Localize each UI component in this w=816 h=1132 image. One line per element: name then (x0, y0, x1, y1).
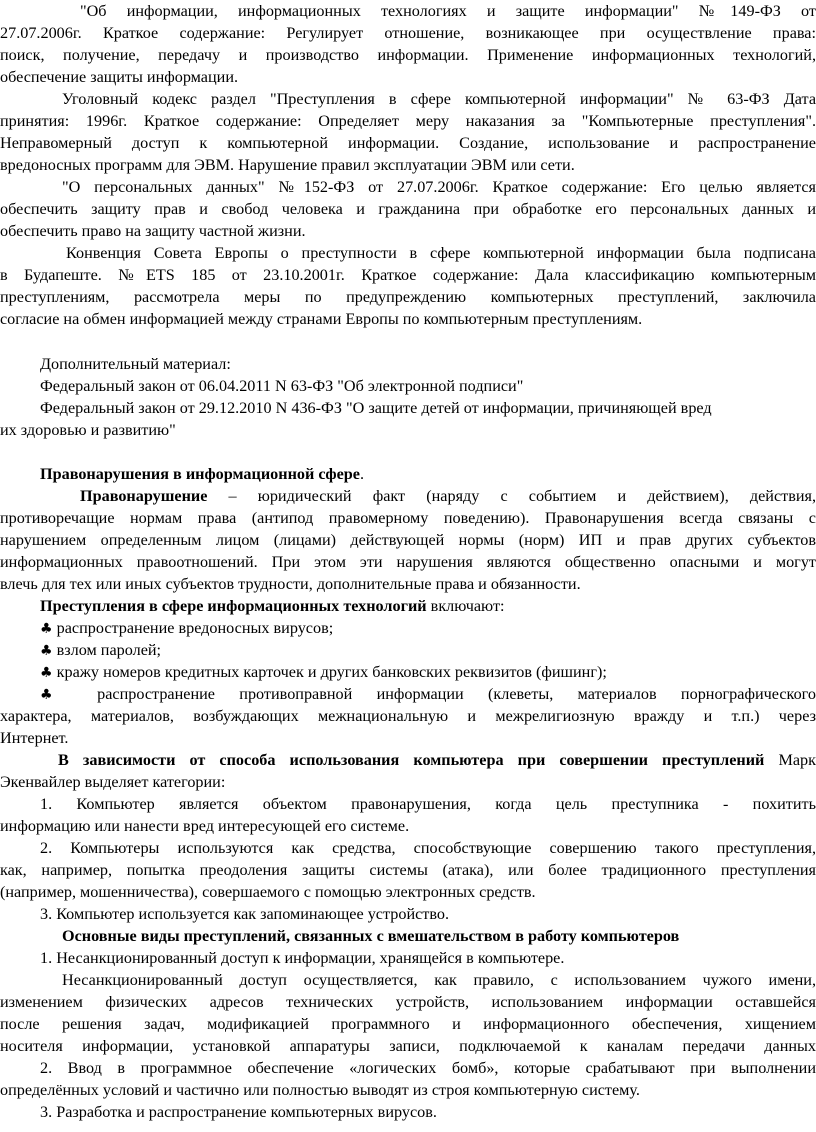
paragraph-line: Уголовный кодекс раздел "Преступления в сфере компьютерной информации" № 63-ФЗ Дата (62, 90, 816, 108)
section-heading-text: Правонарушения в информационной сфере (40, 465, 360, 483)
numbered-item: 2. Компьютеры используются как средства, способствующие совершению такого преступления, (40, 839, 816, 857)
paragraph-line: (например, мошенничества), совершаемого с помощью электронных средств. (0, 883, 536, 901)
term-offense: Правонарушение (80, 487, 208, 505)
paragraph-line: преступлениям, рассмотрела меры по предупреждению компьютерных преступлений, заключила (0, 288, 816, 306)
paragraph-line: как, например, попытка преодоления защиты системы (атака), или более традиционного преступления (0, 861, 816, 879)
club-bullet-icon: ♣ (40, 665, 53, 681)
paragraph-line: обеспечить защиту прав и свобод человека и гражданина при обработке его персональных данных и (0, 200, 816, 218)
club-bullet-icon: ♣ (40, 643, 53, 659)
paragraph-line: влечь для тех или иных субъектов трудности, дополнительные права и обязанности. (0, 575, 581, 593)
paragraph-line: поиск, получение, передачу и производство информации. Применение информационных технологий, (0, 46, 816, 64)
crimes-heading-text: Преступления в сфере информационных технологий (40, 597, 427, 615)
definition-text: – юридический факт (наряду с событием и действием), действия, (207, 487, 816, 505)
law-reference: Федеральный закон от 29.12.2010 N 436-ФЗ "О защите детей от информации, причиняющей вред (40, 399, 712, 417)
paragraph-line: изменением физических адресов технических устройств, использованием информации оставшейся (0, 993, 816, 1011)
section-heading (0, 464, 816, 486)
paragraph-line: противоречащие нормам права (антипод правомерному поведению). Правонарушения всегда связаны с (0, 509, 816, 527)
crimes-heading-suffix: включают: (426, 597, 505, 615)
list-item-text: распространение противоправной информации (клеветы, материалов порнографического (97, 685, 816, 703)
paragraph-line: Экенвайлер выделяет категории: (0, 773, 226, 791)
paragraph-line: обеспечение защиты информации. (0, 68, 239, 86)
law-reference: Федеральный закон от 06.04.2011 N 63-ФЗ "Об электронной подписи" (40, 377, 524, 395)
section-heading-period: . (359, 465, 364, 483)
paragraph-line: Неправомерный доступ к компьютерной информации. Создание, использование и распространение (0, 134, 816, 152)
numbered-item: 1. Компьютер является объектом правонарушения, когда цель преступника - похитить (40, 795, 816, 813)
paragraph-line: носителя информации, установкой аппаратуры записи, подключаемой к каналам передачи данных (0, 1037, 816, 1055)
paragraph-line: информационных правоотношений. При этом эти нарушения являются общественно опасными и могут (0, 553, 816, 571)
paragraph-line: Конвенция Совета Европы о преступности в сфере компьютерной информации была подписана (66, 244, 816, 262)
list-item (0, 640, 816, 662)
numbered-item: 1. Несанкционированный доступ к информации, хранящейся в компьютере. (40, 949, 565, 967)
definition-line (0, 486, 816, 508)
paragraph-line: обеспечить право на защиту частной жизни. (0, 222, 306, 240)
categories-heading-text: В зависимости от способа использования компьютера при совершении преступлений (58, 751, 765, 769)
paragraph-line: принятия: 1996г. Краткое содержание: Определяет меру наказания за "Компьютерные преступления". (0, 112, 816, 130)
list-item-text: распространение вредоносных вирусов; (56, 619, 334, 637)
list-item (0, 618, 816, 640)
paragraph-line: Интернет. (0, 729, 69, 747)
law-reference: их здоровью и развитию" (0, 421, 176, 439)
paragraph-line: информацию или нанести вред интересующей его системе. (0, 817, 410, 835)
numbered-item: 3. Разработка и распространение компьютерных вирусов. (40, 1103, 437, 1121)
paragraph-line: Несанкционированный доступ осуществляется, как правило, с использованием чужого имени, (62, 971, 816, 989)
paragraph-line: в Будапеште. №ETS 185 от 23.10.2001г. Краткое содержание: Дала классификацию компьютерным (0, 266, 816, 284)
list-item (0, 684, 816, 706)
club-bullet-icon: ♣ (40, 621, 53, 637)
crimes-heading (0, 596, 816, 618)
paragraph-line: 27.07.2006г. Краткое содержание: Регулирует отношение, возникающее при осуществление права: (0, 24, 816, 42)
numbered-item: 3. Компьютер используется как запоминающее устройство. (40, 905, 450, 923)
paragraph-line: "О персональных данных" №152-ФЗ от 27.07.2006г. Краткое содержание: Его целью является (62, 178, 816, 196)
paragraph-line: после решения задач, модификацией программного и информационного обеспечения, хищением (0, 1015, 816, 1033)
paragraph-line: характера, материалов, возбуждающих межнациональную и межрелигиозную вражду и т.п.) через (0, 707, 816, 725)
list-item-text: кражу номеров кредитных карточек и других банковских реквизитов (фишинг); (56, 663, 607, 681)
club-bullet-icon: ♣ (40, 687, 73, 703)
additional-material-heading: Дополнительный материал: (40, 355, 231, 373)
subsection-heading (0, 926, 816, 948)
paragraph-line: определённых условий и частично или полностью выводят из строя компьютерную систему. (0, 1081, 640, 1099)
categories-heading (0, 750, 816, 772)
numbered-item: 2. Ввод в программное обеспечение «логических бомб», которые срабатывают при выполнении (40, 1059, 816, 1077)
paragraph-line: согласие на обмен информацией между странами Европы по компьютерным преступлениям. (0, 310, 643, 328)
list-item (0, 662, 816, 684)
paragraph-line: нарушением определенным лицом (лицами) действующей нормы (норм) ИП и прав других субъектов (0, 531, 816, 549)
categories-author: Марк (764, 751, 816, 769)
paragraph-line: "Об информации, информационных технологиях и защите информации" №149-ФЗ от (80, 2, 816, 20)
list-item-text: взлом паролей; (56, 641, 162, 659)
subsection-heading-text: Основные виды преступлений, связанных с вмешательством в работу компьютеров (62, 927, 680, 945)
paragraph-line: вредоносных программ для ЭВМ. Нарушение правил эксплуатации ЭВМ или сети. (0, 156, 575, 174)
